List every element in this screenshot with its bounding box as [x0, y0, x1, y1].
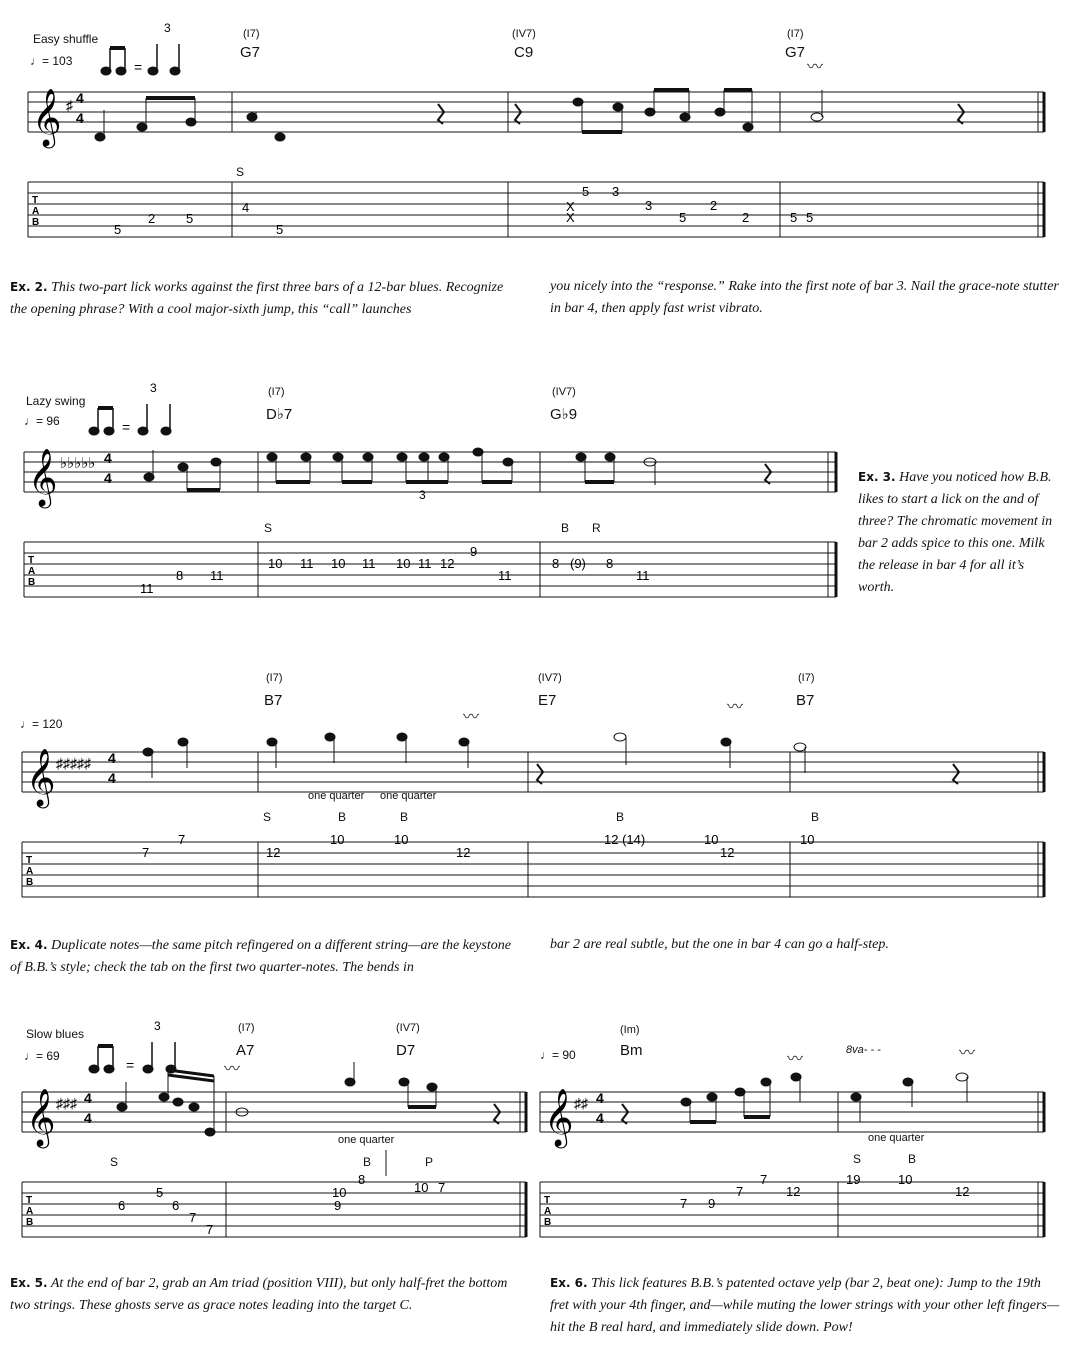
swing-equals: = [134, 59, 143, 75]
ex4-notation [0, 660, 1076, 910]
ex3-tab-12: 8 [552, 556, 560, 571]
time-sig-top: 4 [76, 90, 84, 106]
time-sig-bottom: 4 [104, 470, 112, 486]
ex2-notation [0, 0, 1076, 250]
ex6-caption-text: This lick features B.B.’s patented octave yelp (bar 2, beat one): Jump to the 19th fret with your 4th finger, and—while muting the lower strings with your other left fingers—hit the B real hard, and immediately slide down. Pow! [550, 1276, 1060, 1335]
ex5-slide-mark: S [110, 1155, 119, 1169]
sharp-icons-2: ♯♯ [574, 1095, 588, 1111]
ex3-tab-2: 11 [210, 568, 224, 583]
vibrato-mark-2: 〰 [787, 1051, 804, 1068]
tab-letter-t: T [32, 195, 39, 206]
ex3-tab-3: 10 [268, 556, 283, 571]
ex3-tab-4: 11 [300, 556, 314, 571]
ex4-tab-5: 12 [456, 845, 471, 860]
time-sig-top-2: 4 [596, 1090, 604, 1106]
ex2-tab-5: 5 [582, 184, 590, 199]
ex5-tab-9: 7 [438, 1180, 446, 1195]
ex3-tab-6: 11 [362, 556, 376, 571]
tab-letter-a: A [32, 206, 40, 217]
ex4-tab-1: 7 [178, 832, 186, 847]
ex2-chord-3: G7 [785, 44, 806, 61]
ex3-chord-1: D♭7 [266, 406, 293, 423]
ex5-tab-5: 10 [332, 1185, 347, 1200]
time-sig-top: 4 [84, 1090, 92, 1106]
ex3-tab-0: 11 [140, 581, 154, 596]
ex4-bend-mark-3: B [616, 810, 625, 824]
ex4-tab-3: 10 [330, 832, 345, 847]
ex5-tab-6: 9 [334, 1198, 342, 1213]
ex4-chord-1: B7 [264, 692, 283, 709]
ex5-pulloff-mark: P [425, 1155, 434, 1169]
ex3-tab-11: 11 [498, 568, 512, 583]
swing-equals: = [122, 419, 131, 435]
ex2-chord-2: C9 [514, 44, 534, 61]
time-sig-bottom: 4 [76, 110, 84, 126]
ex3-tab-13: (9) [570, 556, 586, 571]
ex5-tab-2: 6 [172, 1198, 180, 1213]
vibrato-mark: 〰 [463, 709, 480, 726]
ex6-chord-roman-1: (Im) [620, 1024, 640, 1036]
ex5-caption [10, 1272, 522, 1317]
ex5-style-label: Slow blues [26, 1027, 85, 1041]
tab-letter-b: B [28, 577, 36, 588]
ex4-caption-left [10, 934, 524, 979]
ex5-chord-2: D7 [396, 1042, 416, 1059]
tab-letter-a-2: A [544, 1206, 552, 1217]
ex3-caption-text: Have you noticed how B.B. likes to start a lick on the and of three? The chromatic movement in bar 2 adds spice to this one. Milk the release in bar 4 for all it’s worth. [858, 470, 1053, 595]
vibrato-mark-2: 〰 [727, 699, 744, 716]
ex6-slide-mark: S [853, 1152, 862, 1166]
treble-clef-icon: 𝄞 [26, 1089, 56, 1145]
ex4-caption-right: bar 2 are real subtle, but the one in bar 4 can go a half-step. [550, 937, 889, 952]
ex6-bend-mark: B [908, 1152, 917, 1166]
ex4-tab-0: 7 [142, 845, 150, 860]
ex3-tab-15: 11 [636, 568, 650, 583]
ex2-chord-roman-1: (I7) [243, 28, 260, 40]
ex6-tempo: ♩= 90 [540, 1048, 576, 1062]
tab-letter-t-2: T [544, 1195, 551, 1206]
time-sig-bottom: 4 [108, 770, 116, 786]
ex3-tab-1: 8 [176, 568, 184, 583]
tab-letter-t: T [26, 1195, 33, 1206]
ex2-chord-roman-2: (IV7) [512, 28, 536, 40]
ex2-tab-14: 5 [806, 210, 814, 225]
ex3-chord-roman-2: (IV7) [552, 386, 576, 398]
treble-clef-icon: 𝄞 [32, 89, 62, 145]
ex3-triplet: 3 [419, 488, 426, 502]
ex2-tab-4: 5 [276, 222, 284, 237]
time-sig-top: 4 [108, 750, 116, 766]
ex3-chord-2: G♭9 [550, 406, 578, 423]
swing-equals: = [126, 1057, 135, 1073]
ex4-chord-roman-3: (I7) [798, 672, 815, 684]
flat-icons: ♭♭♭♭♭ [60, 455, 96, 472]
ex5-bend-text: one quarter [338, 1134, 395, 1146]
vibrato-mark-3: 〰 [959, 1045, 976, 1062]
tab-letter-b: B [26, 1217, 34, 1228]
tab-letter-b: B [32, 217, 40, 228]
ex6-tab-2: 7 [736, 1184, 744, 1199]
ex6-tab-5: 19 [846, 1172, 861, 1187]
ex5-tab-0: 6 [118, 1198, 126, 1213]
ex2-caption-left [10, 276, 522, 321]
ex5-chord-1: A7 [236, 1042, 255, 1059]
ex4-chord-3: B7 [796, 692, 815, 709]
ex5-tab-7: 8 [358, 1172, 366, 1187]
tab-letter-a: A [26, 1206, 34, 1217]
ex6-caption [550, 1272, 1060, 1339]
ex4-chord-roman-1: (I7) [266, 672, 283, 684]
sharp-icons: ♯♯♯♯♯ [56, 755, 91, 771]
treble-clef-icon-2: 𝄞 [544, 1089, 574, 1145]
ex2-tab-9: 3 [645, 198, 653, 213]
ex3-caption-label: Ex. 3. [858, 470, 896, 484]
ex4-bend-mark-2: B [400, 810, 409, 824]
ex4-chord-2: E7 [538, 692, 557, 709]
ex2-tab-7: X [566, 199, 575, 214]
ex4-tab-7: 10 [704, 832, 719, 847]
ex4-bend-text-1: one quarter [308, 790, 365, 802]
time-sig-bottom: 4 [84, 1110, 92, 1126]
ex4-bend-mark-4: B [811, 810, 820, 824]
vibrato-mark: 〰 [224, 1061, 241, 1078]
ex2-chord-1: G7 [240, 44, 261, 61]
triplet-3: 3 [150, 381, 157, 395]
sharp-icon: ♯ [66, 97, 73, 113]
ex2-caption-right: you nicely into the “response.” Rake into the first note of bar 3. Nail the grace-note stutter in bar 4, then apply fast wrist vibrato. [550, 279, 1059, 316]
ex5-caption-text: At the end of bar 2, grab an Am triad (position VIII), but only half-fret the bottom two strings. These ghosts serve as grace notes leading into the target C. [10, 1276, 508, 1313]
ex4-tab-6: 12 (14) [604, 832, 646, 847]
ex4-tab-8: 12 [720, 845, 735, 860]
ex4-tempo: ♩= 120 [20, 717, 63, 731]
triplet-3: 3 [154, 1019, 161, 1033]
tab-letter-t: T [28, 555, 35, 566]
ex4-tab-4: 10 [394, 832, 409, 847]
ex5-tab-1: 5 [156, 1185, 164, 1200]
ex5-ex6-notation [0, 1000, 1076, 1250]
ex5-tab-4: 7 [206, 1222, 214, 1237]
treble-clef-icon: 𝄞 [28, 449, 58, 505]
ex4-tab-9: 10 [800, 832, 815, 847]
ex4-bend-text-2: one quarter [380, 790, 437, 802]
ex3-tab-14: 8 [606, 556, 614, 571]
ex3-style-label: Lazy swing [26, 394, 86, 408]
treble-clef-icon: 𝄞 [26, 749, 56, 805]
tab-letter-a: A [26, 866, 34, 877]
ex5-chord-roman-2: (IV7) [396, 1022, 420, 1034]
ex6-tab-1: 9 [708, 1196, 716, 1211]
ex2-tab-8: X [566, 210, 575, 225]
ex4-caption-left-text: Duplicate notes—the same pitch refingered on a different string—are the keystone of B.B.’s style; check the tab on the first two quarter-notes. The bends in [10, 938, 511, 975]
ex5-tempo: ♩= 69 [24, 1049, 60, 1063]
time-sig-bottom-2: 4 [596, 1110, 604, 1126]
ex2-tab-0: 5 [114, 222, 122, 237]
ex2-tab-11: 2 [710, 198, 718, 213]
ex2-tab-13: 5 [790, 210, 798, 225]
ex3-tab-5: 10 [331, 556, 346, 571]
ex4-slide-mark: S [263, 810, 272, 824]
tab-letter-b-2: B [544, 1217, 552, 1228]
ex6-tab-3: 7 [760, 1172, 768, 1187]
ex3-chord-roman-1: (I7) [268, 386, 285, 398]
ex2-tab-6: 3 [612, 184, 620, 199]
ex2-style-label: Easy shuffle [33, 32, 99, 46]
vibrato-mark: 〰 [807, 59, 824, 76]
ex3-tab-9: 12 [440, 556, 455, 571]
ex3-tab-10: 9 [470, 544, 478, 559]
ex6-ottava: 8va- - - [846, 1044, 881, 1056]
ex2-tab-2: 5 [186, 211, 194, 226]
ex6-tab-6: 10 [898, 1172, 913, 1187]
ex4-bend-mark-1: B [338, 810, 347, 824]
time-sig-top: 4 [104, 450, 112, 466]
ex6-chord-1: Bm [620, 1042, 643, 1059]
ex2-chord-roman-3: (I7) [787, 28, 804, 40]
tab-letter-t: T [26, 855, 33, 866]
ex2-tab-3: 4 [242, 200, 250, 215]
ex5-chord-roman-1: (I7) [238, 1022, 255, 1034]
ex2-tempo: ♩= 103 [30, 54, 73, 68]
ex4-tab-2: 12 [266, 845, 281, 860]
ex5-caption-label: Ex. 5. [10, 1276, 48, 1290]
ex4-chord-roman-2: (IV7) [538, 672, 562, 684]
ex2-caption-left-text: This two-part lick works against the first three bars of a 12-bar blues. Recognize the opening phrase? With a cool major-sixth jump, this “call” launches [10, 280, 504, 317]
ex3-release-mark: R [592, 521, 601, 535]
ex6-bend-text: one quarter [868, 1132, 925, 1144]
ex6-caption-label: Ex. 6. [550, 1276, 588, 1290]
triplet-3: 3 [164, 21, 171, 35]
ex3-tempo: ♩= 96 [24, 414, 60, 428]
ex3-caption [858, 466, 1058, 599]
ex6-tab-0: 7 [680, 1196, 688, 1211]
ex6-tab-7: 12 [955, 1184, 970, 1199]
ex5-bend-mark: B [363, 1155, 372, 1169]
ex2-tab-12: 2 [742, 210, 750, 225]
ex2-slide-mark: S [236, 165, 245, 179]
ex6-tab-4: 12 [786, 1184, 801, 1199]
ex5-tab-8: 10 [414, 1180, 429, 1195]
ex2-tab-1: 2 [148, 211, 156, 226]
ex2-tab-10: 5 [679, 210, 687, 225]
ex5-tab-3: 7 [189, 1210, 197, 1225]
ex3-bend-mark: B [561, 521, 570, 535]
sharp-icons: ♯♯♯ [56, 1095, 77, 1111]
tab-letter-a: A [28, 566, 36, 577]
ex3-tab-8: 11 [418, 556, 432, 571]
ex3-tab-7: 10 [396, 556, 411, 571]
ex3-slide-mark: S [264, 521, 273, 535]
ex2-caption-label: Ex. 2. [10, 280, 48, 294]
ex4-caption-label: Ex. 4. [10, 938, 48, 952]
tab-letter-b: B [26, 877, 34, 888]
